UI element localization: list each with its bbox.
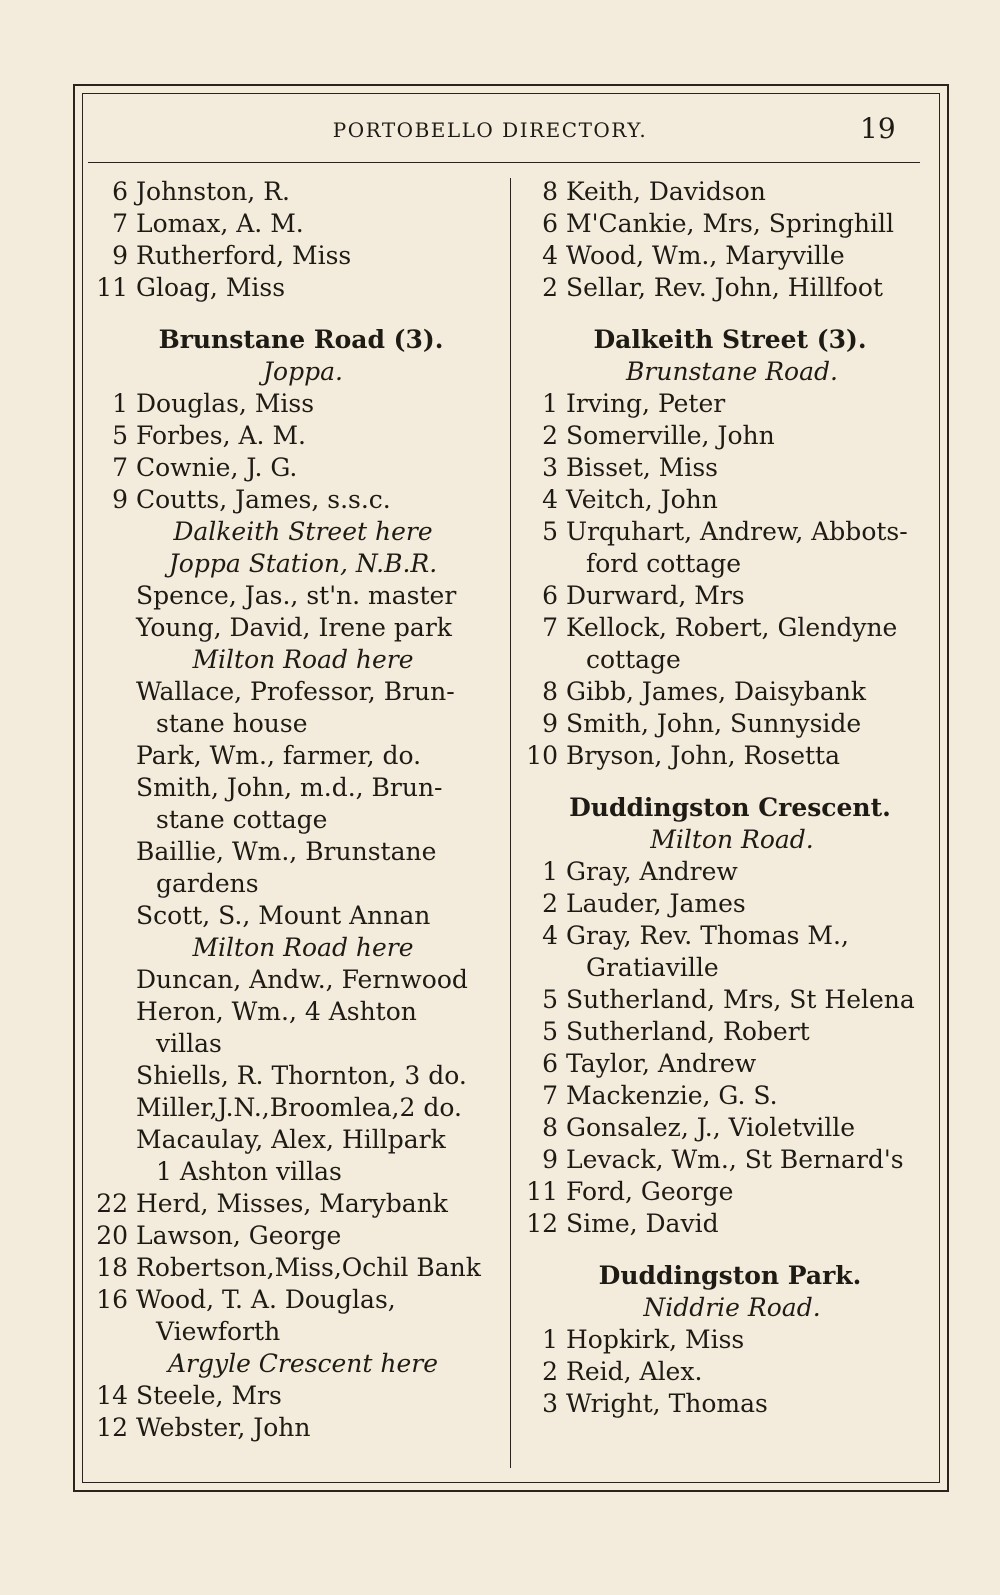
directory-entry (88, 240, 504, 272)
resident-name: Veitch, John (566, 485, 718, 514)
house-number: 5 (542, 1017, 558, 1046)
directory-entry (88, 272, 504, 304)
location-note: Brunstane Road. (626, 357, 838, 386)
resident-name: Lomax, A. M. (136, 209, 304, 238)
directory-entry (518, 452, 932, 484)
street-heading: Brunstane Road (3). (158, 325, 444, 354)
entry-continuation: villas (156, 1029, 222, 1058)
resident-name: Smith, John, Sunnyside (566, 709, 862, 738)
resident-name: Gibb, James, Daisybank (566, 677, 867, 706)
house-number: 5 (542, 517, 558, 546)
directory-entry (518, 1356, 932, 1388)
resident-name: Webster, John (136, 1413, 311, 1442)
directory-entry (518, 1176, 932, 1208)
resident-name: Durward, Mrs (566, 581, 745, 610)
directory-entry (88, 1412, 504, 1444)
house-number: 2 (542, 1357, 558, 1386)
entry-continuation: stane house (156, 709, 308, 738)
directory-entry (518, 708, 932, 740)
house-number: 10 (526, 741, 558, 770)
entry-continuation: Gratiaville (586, 953, 719, 982)
resident-name: Gray, Andrew (566, 857, 738, 886)
house-number: 5 (542, 985, 558, 1014)
directory-entry (88, 1380, 504, 1412)
resident-name: Mackenzie, G. S. (566, 1081, 778, 1110)
directory-entry (518, 484, 932, 516)
house-number: 1 (542, 389, 558, 418)
directory-entry (518, 856, 932, 888)
house-number: 11 (96, 273, 128, 302)
location-note: Joppa. (263, 357, 343, 386)
location-note: Dalkeith Street here (173, 517, 433, 546)
house-number: 16 (96, 1285, 128, 1314)
house-number: 7 (112, 453, 128, 482)
resident-name: Somerville, John (566, 421, 775, 450)
house-number: 9 (542, 1145, 558, 1174)
resident-name: Urquhart, Andrew, Abbots- (566, 517, 908, 546)
entry-continuation: cottage (586, 645, 681, 674)
house-number: 9 (542, 709, 558, 738)
house-number: 1 (542, 1325, 558, 1354)
resident-name: Ford, George (566, 1177, 734, 1206)
section-spacer (518, 772, 932, 792)
resident-name: Douglas, Miss (136, 389, 315, 418)
house-number: 7 (112, 209, 128, 238)
location-note: Joppa Station, N.B.R. (168, 549, 438, 578)
house-number: 5 (112, 421, 128, 450)
resident-name: Forbes, A. M. (136, 421, 306, 450)
house-number: 6 (542, 1049, 558, 1078)
resident-name: Sutherland, Robert (566, 1017, 810, 1046)
entry-continuation: Viewforth (156, 1317, 281, 1346)
directory-entry: Wallace, Professor, Brun- (136, 677, 455, 706)
directory-entry (518, 176, 932, 208)
directory-entry (518, 612, 932, 644)
resident-name: Wright, Thomas (566, 1389, 768, 1418)
directory-entry (518, 1112, 932, 1144)
directory-entry (88, 388, 504, 420)
resident-name: Lauder, James (566, 889, 746, 918)
resident-name: Coutts, James, s.s.c. (136, 485, 391, 514)
directory-entry (518, 240, 932, 272)
directory-entry (518, 676, 932, 708)
directory-entry (88, 452, 504, 484)
directory-entry: Miller,J.N.,Broomlea,2 do. (136, 1093, 462, 1122)
right-column (518, 176, 932, 1420)
resident-name: Keith, Davidson (566, 177, 766, 206)
directory-entry: Scott, S., Mount Annan (136, 901, 431, 930)
house-number: 8 (542, 177, 558, 206)
location-note: Milton Road here (192, 645, 414, 674)
resident-name: Wood, Wm., Maryville (566, 241, 845, 270)
resident-name: Hopkirk, Miss (566, 1325, 745, 1354)
directory-entry: Spence, Jas., st'n. master (136, 581, 457, 610)
directory-entry (518, 1388, 932, 1420)
directory-entry (518, 1324, 932, 1356)
house-number: 9 (112, 241, 128, 270)
directory-entry: Young, David, Irene park (136, 613, 452, 642)
header-rule (88, 162, 920, 163)
house-number: 20 (96, 1221, 128, 1250)
resident-name: Reid, Alex. (566, 1357, 703, 1386)
house-number: 9 (112, 485, 128, 514)
section-spacer (518, 1240, 932, 1260)
house-number: 6 (542, 209, 558, 238)
directory-entry (518, 420, 932, 452)
resident-name: Sellar, Rev. John, Hillfoot (566, 273, 883, 302)
house-number: 8 (542, 677, 558, 706)
house-number: 11 (526, 1177, 558, 1206)
house-number: 3 (542, 1389, 558, 1418)
resident-name: Sutherland, Mrs, St Helena (566, 985, 915, 1014)
house-number: 6 (112, 177, 128, 206)
section-spacer (88, 304, 504, 324)
street-heading: Duddingston Crescent. (569, 793, 891, 822)
directory-entry: Macaulay, Alex, Hillpark (136, 1125, 446, 1154)
house-number: 12 (526, 1209, 558, 1238)
directory-entry (518, 888, 932, 920)
directory-entry (518, 984, 932, 1016)
directory-entry (518, 272, 932, 304)
house-number: 4 (542, 241, 558, 270)
house-number: 4 (542, 485, 558, 514)
entry-continuation: 1 Ashton villas (156, 1157, 342, 1186)
directory-entry (518, 1080, 932, 1112)
directory-entry (518, 740, 932, 772)
house-number: 18 (96, 1253, 128, 1282)
house-number: 14 (96, 1381, 128, 1410)
house-number: 3 (542, 453, 558, 482)
location-note: Milton Road here (192, 933, 414, 962)
resident-name: Lawson, George (136, 1221, 342, 1250)
directory-entry (88, 420, 504, 452)
directory-entry (88, 176, 504, 208)
directory-entry (518, 1208, 932, 1240)
resident-name: Herd, Misses, Marybank (136, 1189, 448, 1218)
directory-entry: Smith, John, m.d., Brun- (136, 773, 443, 802)
house-number: 2 (542, 273, 558, 302)
directory-entry (518, 1048, 932, 1080)
resident-name: Taylor, Andrew (566, 1049, 757, 1078)
directory-entry (88, 1252, 504, 1284)
directory-entry (518, 580, 932, 612)
section-spacer (518, 304, 932, 324)
house-number: 1 (542, 857, 558, 886)
resident-name: Irving, Peter (566, 389, 726, 418)
directory-entry (518, 388, 932, 420)
house-number: 12 (96, 1413, 128, 1442)
resident-name: Gonsalez, J., Violetville (566, 1113, 856, 1142)
resident-name: Levack, Wm., St Bernard's (566, 1145, 904, 1174)
resident-name: Bisset, Miss (566, 453, 719, 482)
resident-name: Rutherford, Miss (136, 241, 352, 270)
left-column (88, 176, 504, 1444)
house-number: 22 (96, 1189, 128, 1218)
house-number: 2 (542, 889, 558, 918)
directory-entry (88, 1188, 504, 1220)
resident-name: Wood, T. A. Douglas, (136, 1285, 396, 1314)
resident-name: Robertson,Miss,Ochil Bank (136, 1253, 481, 1282)
page-number: 19 (860, 112, 896, 145)
resident-name: Cownie, J. G. (136, 453, 298, 482)
directory-entry (88, 1220, 504, 1252)
resident-name: Kellock, Robert, Glendyne (566, 613, 898, 642)
resident-name: Gray, Rev. Thomas M., (566, 921, 849, 950)
resident-name: Steele, Mrs (136, 1381, 282, 1410)
street-heading: Dalkeith Street (3). (593, 325, 867, 354)
directory-entry: Duncan, Andw., Fernwood (136, 965, 468, 994)
house-number: 1 (112, 389, 128, 418)
resident-name: Gloag, Miss (136, 273, 286, 302)
house-number: 8 (542, 1113, 558, 1142)
directory-entry (518, 208, 932, 240)
house-number: 7 (542, 613, 558, 642)
directory-entry (518, 920, 932, 952)
directory-entry (88, 208, 504, 240)
column-divider (510, 178, 511, 1468)
resident-name: Bryson, John, Rosetta (566, 741, 840, 770)
entry-continuation: stane cottage (156, 805, 328, 834)
entry-continuation: gardens (156, 869, 259, 898)
running-title: PORTOBELLO DIRECTORY. (332, 118, 648, 142)
location-note: Niddrie Road. (643, 1293, 821, 1322)
house-number: 6 (542, 581, 558, 610)
resident-name: Sime, David (566, 1209, 719, 1238)
house-number: 4 (542, 921, 558, 950)
directory-entry (88, 1284, 504, 1316)
house-number: 2 (542, 421, 558, 450)
directory-entry: Shiells, R. Thornton, 3 do. (136, 1061, 467, 1090)
directory-entry (518, 516, 932, 548)
location-note: Argyle Crescent here (167, 1349, 439, 1378)
resident-name: Johnston, R. (136, 177, 290, 206)
directory-entry (518, 1016, 932, 1048)
entry-continuation: ford cottage (586, 549, 742, 578)
directory-entry: Heron, Wm., 4 Ashton (136, 997, 417, 1026)
location-note: Milton Road. (650, 825, 814, 854)
house-number: 7 (542, 1081, 558, 1110)
directory-entry (88, 484, 504, 516)
directory-entry: Park, Wm., farmer, do. (136, 741, 422, 770)
street-heading: Duddingston Park. (598, 1261, 862, 1290)
directory-entry (518, 1144, 932, 1176)
directory-entry: Baillie, Wm., Brunstane (136, 837, 437, 866)
resident-name: M'Cankie, Mrs, Springhill (566, 209, 894, 238)
